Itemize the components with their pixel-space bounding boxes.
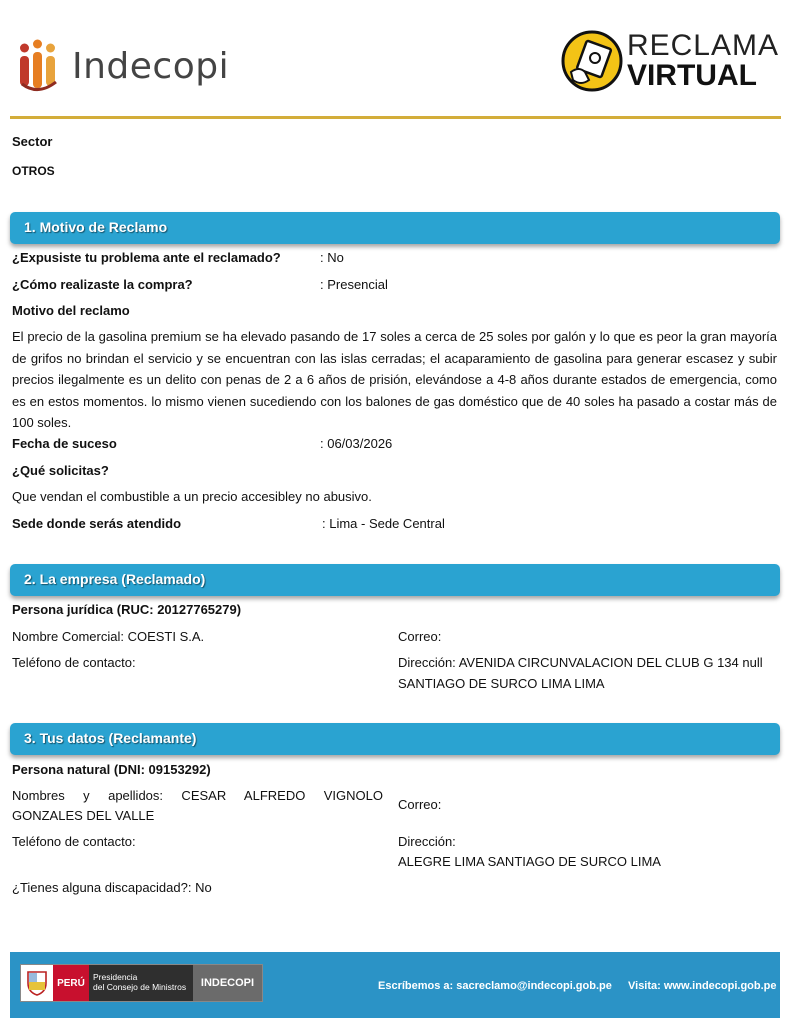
complaint-book-icon [561,30,623,92]
section-2-title: 2. La empresa (Reclamado) [24,571,206,587]
empresa-direccion-2: SANTIAGO DE SURCO LIMA LIMA [398,676,605,691]
reclamante-direccion-2: ALEGRE LIMA SANTIAGO DE SURCO LIMA [398,854,661,869]
sector-label: Sector [12,134,53,149]
reclama-virtual-logo [561,30,779,92]
reclamante-nombres-2: GONZALES DEL VALLE [12,808,155,823]
q-compra-label: ¿Cómo realizaste la compra? [12,277,193,292]
header-divider [10,116,781,119]
q-compra-value: : Presencial [320,277,388,292]
fecha-value: : 06/03/2026 [320,436,393,451]
virtual-text: VIRTUAL [626,59,757,92]
peru-badge: PERÚ [53,965,89,1001]
indecopi-badge: INDECOPI [193,965,262,1001]
page-footer [10,952,780,1018]
empresa-direccion-1: Dirección: AVENIDA CIRCUNVALACION DEL CLUB G 134 null [398,655,763,670]
motivo-label: Motivo del reclamo [12,303,130,318]
section-1-header [10,212,780,244]
q-expusiste-label: ¿Expusiste tu problema ante el reclamado? [12,250,281,265]
footer-email[interactable]: Escríbemos a: sacreclamo@indecopi.gob.pe [378,980,612,992]
empresa-correo: Correo: [398,629,442,644]
section-3-title: 3. Tus datos (Reclamante) [24,730,197,746]
peru-coat-of-arms-icon [21,965,53,1001]
section-2-header [10,564,780,596]
footer-website[interactable]: Visita: www.indecopi.gob.pe [628,980,777,992]
fecha-label: Fecha de suceso [12,436,117,451]
solicitas-text: Que vendan el combustible a un precio accesibley no abusivo. [12,489,372,504]
indecopi-logo-icon [18,38,66,94]
q-expusiste-value: : No [320,250,344,265]
reclama-text: RECLAMA [626,29,779,62]
reclamante-telefono: Teléfono de contacto: [12,834,136,849]
pcm-line-2: del Consejo de Ministros [93,982,187,992]
sector-value: OTROS [12,164,55,178]
sede-value: : Lima - Sede Central [322,516,445,531]
pcm-badge [89,965,193,1001]
solicitas-label: ¿Qué solicitas? [12,463,109,478]
indecopi-logo [18,36,229,96]
page-header [0,0,793,120]
reclamante-nombres-1: Nombres y apellidos: CESAR ALFREDO VIGNOLO [12,788,383,803]
sede-label: Sede donde serás atendido [12,516,182,531]
empresa-persona: Persona jurídica (RUC: 20127765279) [12,602,242,617]
motivo-text: El precio de la gasolina premium se ha elevado pasando de 17 soles a cerca de 25 soles por galón y lo que es peor la gran mayoría de grifos no brindan el servicio y se encuentran con las islas cerradas; el acaparamiento de gasolina para generar escasez y subir precios ilegalmente es un delito con penas de 2 a 6 años de prisión, elevándose a 4-8 años durante estados de emergencia, como es en estos momentos. lo mismo vienen sucediendo con los balones de gas doméstico que de 40 soles ha pasado a costar más de 100 soles. [12,329,777,430]
reclamante-discapacidad: ¿Tienes alguna discapacidad?: No [12,880,212,895]
reclamante-correo: Correo: [398,797,442,812]
indecopi-wordmark: Indecopi [72,45,230,87]
government-logos [20,964,263,1002]
empresa-nombre-comercial: Nombre Comercial: COESTI S.A. [12,629,205,644]
pcm-line-1: Presidencia [93,972,138,982]
section-3-header [10,723,780,755]
empresa-telefono: Teléfono de contacto: [12,655,136,670]
section-1-title: 1. Motivo de Reclamo [24,219,168,235]
reclamante-direccion-label: Dirección: [398,834,456,849]
reclamante-persona: Persona natural (DNI: 09153292) [12,762,211,777]
